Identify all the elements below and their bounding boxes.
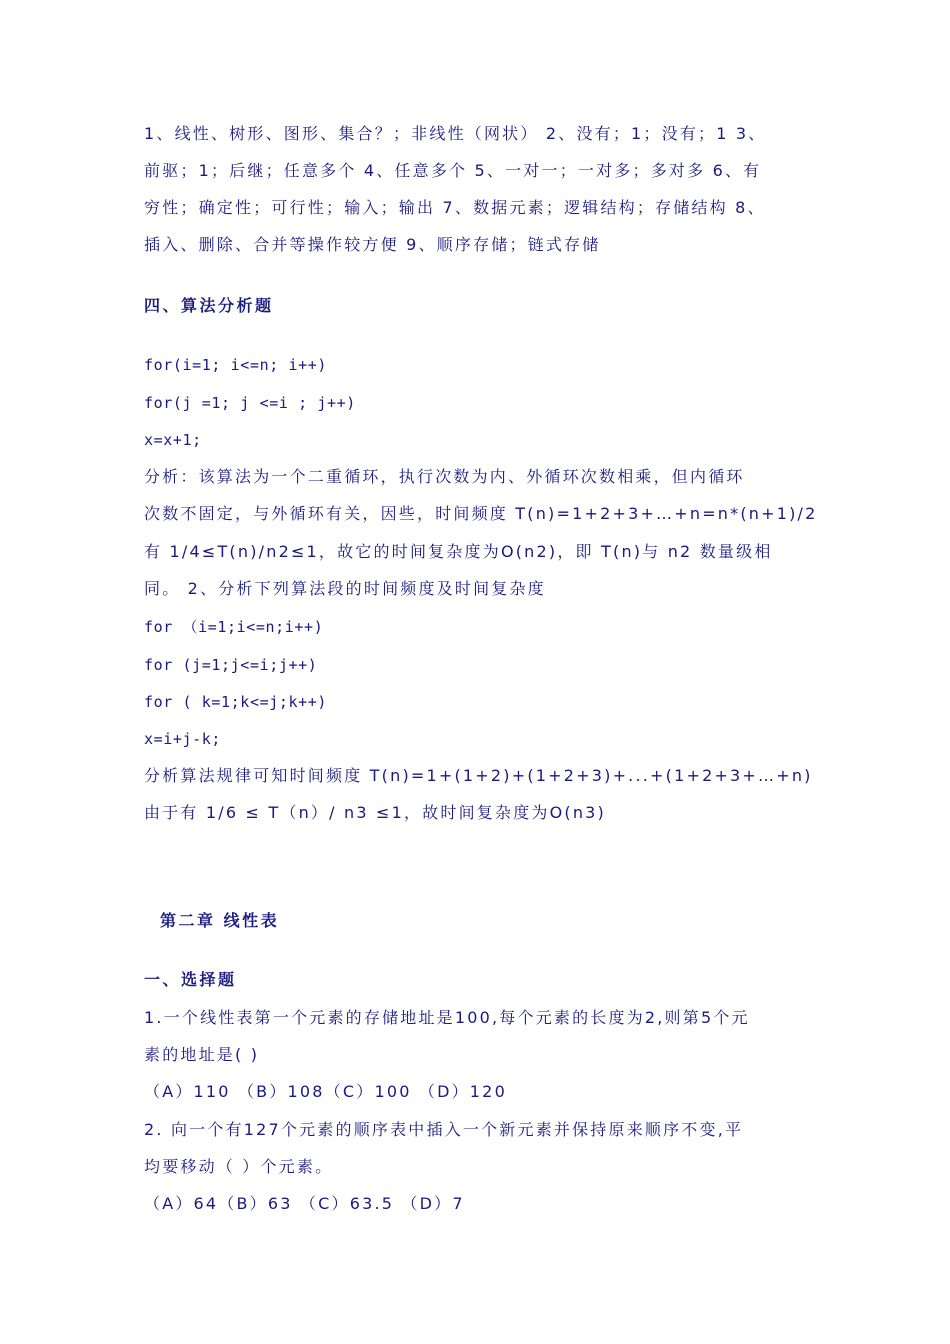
analysis-line: 次数不固定，与外循环有关，因些，时间频度 T(n)=1+2+3+…+n=n*(n+1)/2 [144, 504, 818, 523]
code-line: x=x+1; [144, 431, 202, 449]
answer-line: 1、线性、树形、图形、集合？；非线性（网状） 2、没有；1；没有；1 3、 [144, 124, 767, 143]
analysis-line: 同。 2、分析下列算法段的时间频度及时间复杂度 [144, 579, 546, 598]
question-line: 均要移动（ ）个元素。 [144, 1157, 334, 1176]
code-line: for (j=1;j<=i;j++) [144, 656, 318, 674]
options-line: （A）64（B）63 （C）63.5 （D）7 [144, 1194, 465, 1213]
answer-line: 穷性；确定性；可行性；输入；输出 7、数据元素；逻辑结构；存储结构 8、 [144, 198, 766, 217]
section-heading: 一、选择题 [144, 970, 237, 989]
question-line: 2. 向一个有127个元素的顺序表中插入一个新元素并保持原来顺序不变,平 [144, 1120, 744, 1139]
analysis-line: 由于有 1/6 ≤ T（n）/ n3 ≤1，故时间复杂度为O(n3) [144, 803, 606, 822]
analysis-line: 分析算法规律可知时间频度 T(n)=1+(1+2)+(1+2+3)+...+(1+2+3+…+n) [144, 766, 813, 785]
code-line: for(i=1; i<=n; i++) [144, 356, 327, 374]
options-line: （A）110 （B）108（C）100 （D）120 [144, 1082, 507, 1101]
question-line: 1.一个线性表第一个元素的存储地址是100,每个元素的长度为2,则第5个元 [144, 1008, 750, 1027]
answer-line: 前驱；1；后继；任意多个 4、任意多个 5、一对一；一对多；多对多 6、有 [144, 161, 762, 180]
analysis-line: 分析：该算法为一个二重循环，执行次数为内、外循环次数相乘，但内循环 [144, 467, 745, 486]
answer-line: 插入、删除、合并等操作较方便 9、顺序存储；链式存储 [144, 235, 601, 254]
code-line: for(j =1; j <=i ; j++) [144, 394, 356, 412]
code-line: for （i=1;i<=n;i++) [144, 618, 324, 636]
chapter-title: 第二章 线性表 [160, 911, 280, 930]
section-heading: 四、算法分析题 [144, 296, 274, 315]
code-line: for ( k=1;k<=j;k++) [144, 693, 327, 711]
analysis-line: 有 1/4≤T(n)/n2≤1，故它的时间复杂度为O(n2)，即 T(n)与 n2 数量级相 [144, 542, 773, 561]
code-line: x=i+j-k; [144, 730, 222, 748]
question-line: 素的地址是( ) [144, 1045, 260, 1064]
